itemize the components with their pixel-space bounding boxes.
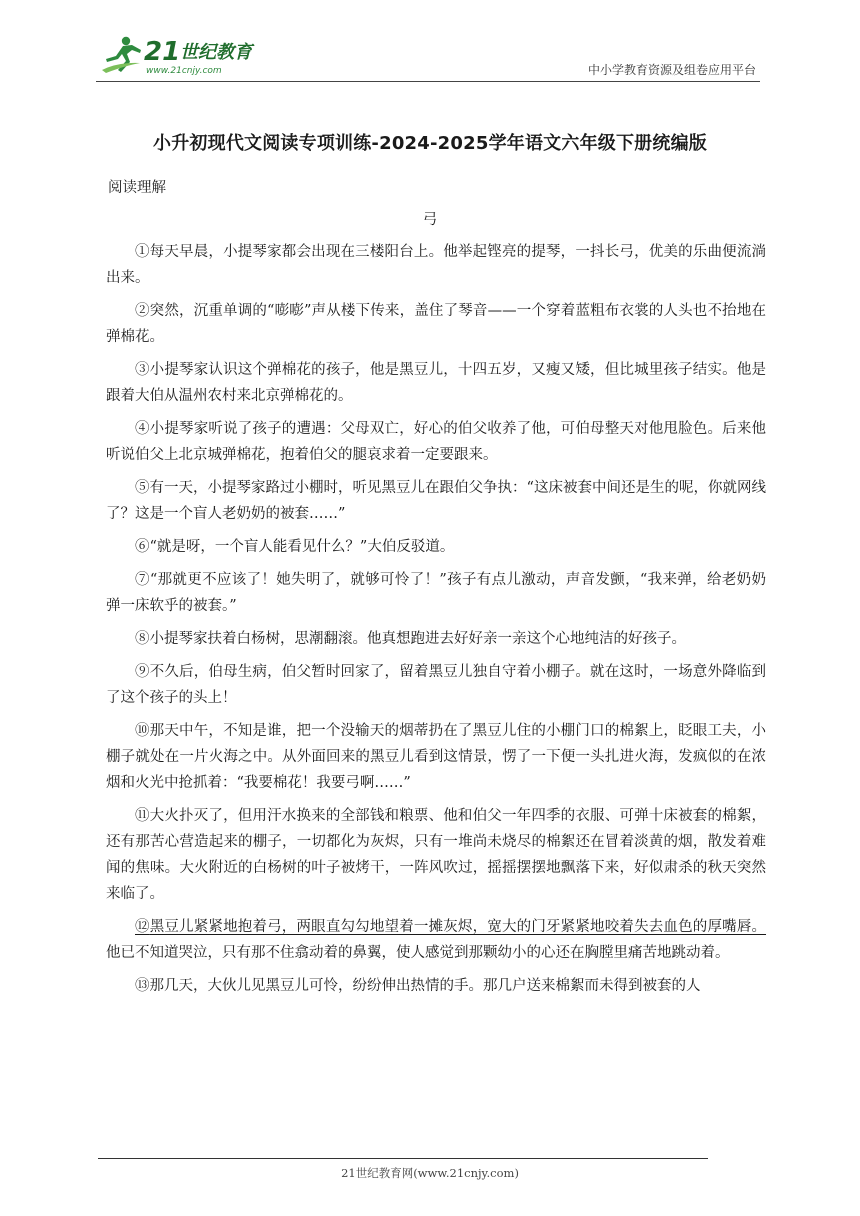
paragraph: ⑩那天中午，不知是谁，把一个没输天的烟蒂扔在了黑豆儿住的小棚门口的棉絮上，眨眼工夫，小棚子就处在一片火海之中。从外面回来的黑豆儿看到这情景，愣了一下便一头扎进火海，发疯似的在浓烟和火光中抢抓着：“我要棉花！我要弓啊……” bbox=[106, 723, 766, 791]
footer-text[interactable]: 21世纪教育网(www.21cnjy.com) bbox=[341, 1166, 519, 1180]
para-12-number: ⑫ bbox=[135, 919, 150, 935]
document-title: 小升初现代文阅读专项训练-2024-2025学年语文六年级下册统编版 bbox=[153, 133, 707, 154]
platform-tagline: 中小学教育资源及组卷应用平台 bbox=[587, 63, 756, 77]
paragraph: ②突然，沉重单调的“嘭嘭”声从楼下传来，盖住了琴音——一个穿着蓝粗布衣裳的人头也不抬地在弹棉花。 bbox=[106, 303, 766, 345]
article-title: 弓 bbox=[422, 212, 438, 228]
para-12-rest: 他已不知道哭泣，只有那不住翕动着的鼻翼，使人感觉到那颗幼小的心还在胸膛里痛苦地跳动着。 bbox=[106, 945, 730, 961]
section-label: 阅读理解 bbox=[108, 180, 166, 196]
paragraph: ⑪大火扑灭了，但用汗水换来的全部钱和粮票、他和伯父一年四季的衣服、可弹十床被套的棉絮，还有那苦心营造起来的棚子，一切都化为灰烬，只有一堆尚未烧尽的棉絮还在冒着淡黄的烟，散发着难闻的焦味。大火附近的白杨树的叶子被烤干，一阵风吹过，摇摇摆摆地飘落下来，好似肃杀的秋天突然来临了。 bbox=[106, 808, 766, 902]
paragraph-12 bbox=[106, 914, 766, 966]
paragraph: ⑥“就是呀，一个盲人能看见什么？”大伯反驳道。 bbox=[135, 539, 455, 555]
svg-text:www.21cnjy.com: www.21cnjy.com bbox=[146, 66, 222, 76]
running-figure-logo-icon bbox=[96, 30, 296, 78]
footer-divider bbox=[98, 1158, 708, 1159]
paragraph: ④小提琴家听说了孩子的遭遇：父母双亡，好心的伯父收养了他，可伯母整天对他甩脸色。后来他听说伯父上北京城弹棉花，抱着伯父的腿哀求着一定要跟来。 bbox=[106, 421, 766, 463]
header-divider bbox=[96, 81, 760, 82]
site-logo[interactable] bbox=[96, 30, 296, 78]
paragraph: ⑨不久后，伯母生病，伯父暂时回家了，留着黑豆儿独自守着小棚子。就在这时，一场意外降临到了这个孩子的头上！ bbox=[106, 664, 766, 706]
paragraph: ⑦“那就更不应该了！她失明了，就够可怜了！”孩子有点儿激动，声音发颤，“我来弹，给老奶奶弹一床软乎的被套。” bbox=[106, 572, 766, 614]
page-header bbox=[96, 30, 760, 82]
paragraph: ⑧小提琴家扶着白杨树，思潮翻滚。他真想跑进去好好亲一亲这个心地纯洁的好孩子。 bbox=[135, 631, 686, 647]
paragraph: ①每天早晨，小提琴家都会出现在三楼阳台上。他举起铿亮的提琴，一抖长弓，优美的乐曲便流淌出来。 bbox=[106, 244, 766, 286]
svg-text:世纪教育: 世纪教育 bbox=[180, 42, 252, 63]
article-body bbox=[106, 239, 766, 1006]
svg-text:21: 21 bbox=[144, 37, 181, 67]
paragraph: ③小提琴家认识这个弹棉花的孩子，他是黑豆儿，十四五岁，又瘦又矮，但比城里孩子结实。他是跟着大伯从温州农村来北京弹棉花的。 bbox=[106, 362, 766, 404]
underlined-sentence: 黑豆儿紧紧地抱着弓，两眼直勾勾地望着一摊灰烬，宽大的门牙紧紧地咬着失去血色的厚嘴唇。 bbox=[149, 919, 767, 935]
paragraph: ⑤有一天，小提琴家路过小棚时，听见黑豆儿在跟伯父争执：“这床被套中间还是生的呢，你就网线了？这是一个盲人老奶奶的被套……” bbox=[106, 480, 766, 522]
paragraph: ⑬那几天，大伙儿见黑豆儿可怜，纷纷伸出热情的手。那几户送来棉絮而未得到被套的人 bbox=[135, 978, 701, 994]
